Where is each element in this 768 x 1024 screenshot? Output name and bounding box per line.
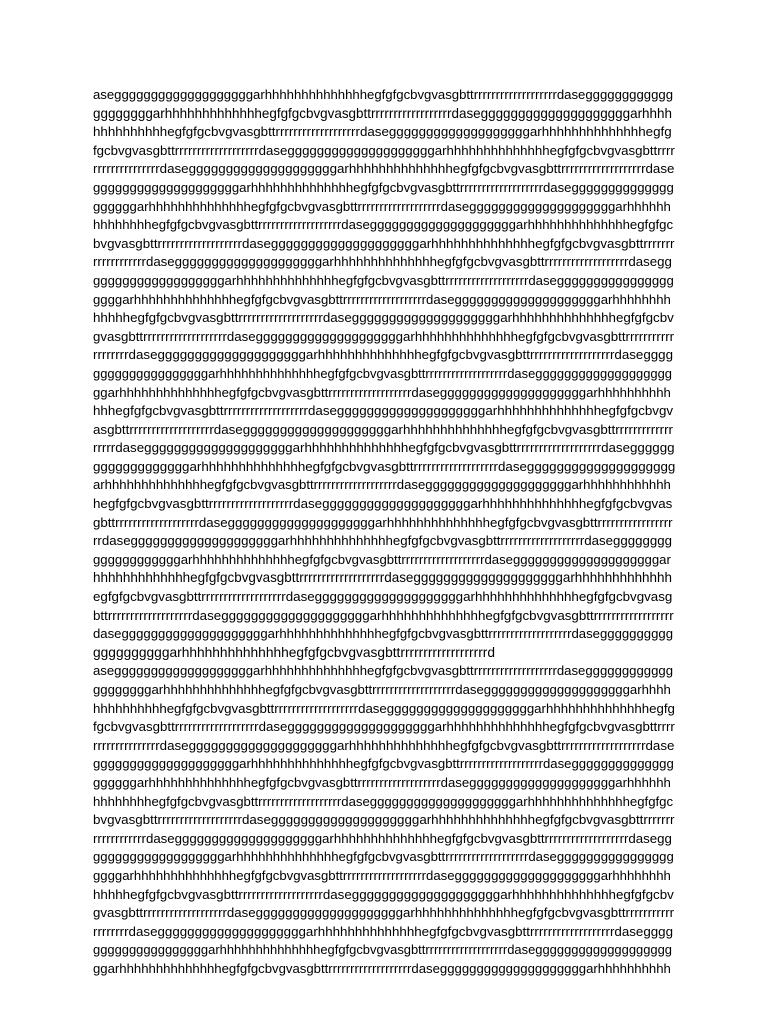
text-line: egfgfgcbvgvasgbttrrrrrrrrrrrrrrrrrrrdaseggggggggggggggggggggarhhhhhhhhhhhhhhegfgfgcbvgvasg: [93, 589, 673, 605]
text-line: fgcbvgvasgbttrrrrrrrrrrrrrrrrrrrdaseggggggggggggggggggggarhhhhhhhhhhhhhhegfgfgcbvgvasgbttrrrr: [93, 142, 675, 158]
text-line: ggggggggarhhhhhhhhhhhhhegfgfgcbvgvasgbttrrrrrrrrrrrrrrrrrrdaseggggggggggggggggggggarhhhh: [93, 105, 672, 121]
text-line: bttrrrrrrrrrrrrrrrrrrrdaseggggggggggggggggggggarhhhhhhhhhhhhhhegfgfgcbvgvasgbttrrrrrrrrrrrrrrrrrr: [93, 607, 674, 623]
text-line: hhhhhegfgfgcbvgvasgbttrrrrrrrrrrrrrrrrrrrdaseggggggggggggggggggggarhhhhhhhhhhhhhhegfgfgcbv: [93, 310, 674, 326]
text-line: bvgvasgbttrrrrrrrrrrrrrrrrrrrdaseggggggggggggggggggggarhhhhhhhhhhhhhhegfgfgcbvgvasgbttrrrrrrr: [93, 235, 675, 251]
text-line: hhhhhhhhhhhhhegfgfgcbvgvasgbttrrrrrrrrrrrrrrrrrrrdaseggggggggggggggggggggarhhhhhhhhhhhhh: [93, 570, 672, 586]
text-line: hhhhhhhhegfgfgcbvgvasgbttrrrrrrrrrrrrrrrrrrrdaseggggggggggggggggggggarhhhhhhhhhhhhhhegfgfgc: [93, 793, 674, 809]
text-line: rrrrrrrrrrrrrrrdaseggggggggggggggggggggarhhhhhhhhhhhhhhegfgfgcbvgvasgbttrrrrrrrrrrrrrrrrrrrdase: [93, 737, 675, 753]
text-line: ggggarhhhhhhhhhhhhhhegfgfgcbvgvasgbttrrrrrrrrrrrrrrrrrrrdaseggggggggggggggggggggarhhhhhhhh: [93, 291, 671, 307]
text-line: rrrrrrrrrrrrdaseggggggggggggggggggggarhhhhhhhhhhhhhhegfgfgcbvgvasgbttrrrrrrrrrrrrrrrrrrrdasegg: [93, 254, 672, 270]
text-line: hhhhhhhhhhegfgfgcbvgvasgbttrrrrrrrrrrrrrrrrrrrdasegggggggggggggggggggarhhhhhhhhhhhhhhegfg: [93, 124, 672, 140]
text-line: ggggggarhhhhhhhhhhhhhhegfgfgcbvgvasgbttrrrrrrrrrrrrrrrrrrrdaseggggggggggggggggggggarhhhhhh: [93, 774, 671, 790]
text-line: rrdaseggggggggggggggggggggarhhhhhhhhhhhhhhegfgfgcbvgvasgbttrrrrrrrrrrrrrrrrrrrdasegggggggg: [93, 533, 672, 549]
text-line: asegggggggggggggggggggarhhhhhhhhhhhhhhegfgfgcbvgvasgbttrrrrrrrrrrrrrrrrrrrdasegggggggggggg: [93, 87, 674, 102]
text-line: fgcbvgvasgbttrrrrrrrrrrrrrrrrrrrdaseggggggggggggggggggggarhhhhhhhhhhhhhhegfgfgcbvgvasgbttrrrr: [93, 719, 675, 735]
document-body-text: [93, 86, 675, 979]
text-line: hhhegfgfgcbvgvasgbttrrrrrrrrrrrrrrrrrrrdaseggggggggggggggggggggarhhhhhhhhhhhhhhegfgfgcbvgv: [93, 403, 674, 419]
text-line: bvgvasgbttrrrrrrrrrrrrrrrrrrrdaseggggggggggggggggggggarhhhhhhhhhhhhhhegfgfgcbvgvasgbttrrrrrrr: [93, 812, 675, 828]
text-line: asgbttrrrrrrrrrrrrrrrrrrrdaseggggggggggggggggggggarhhhhhhhhhhhhhhegfgfgcbvgvasgbttrrrrrrrrrrrrr: [93, 421, 673, 437]
text-line: ggggggggggggggggggggarhhhhhhhhhhhhhhegfgfgcbvgvasgbttrrrrrrrrrrrrrrrrrrrdasegggggggggggggg: [93, 756, 674, 772]
text-line: gggggggggggggarhhhhhhhhhhhhhhegfgfgcbvgvasgbttrrrrrrrrrrrrrrrrrrrdasegggggggggggggggggggg: [93, 458, 675, 474]
text-line: ggggarhhhhhhhhhhhhhhegfgfgcbvgvasgbttrrrrrrrrrrrrrrrrrrrdaseggggggggggggggggggggarhhhhhhhh: [93, 867, 671, 883]
text-line: ggggggggggarhhhhhhhhhhhhhhegfgfgcbvgvasgbttrrrrrrrrrrrrrrrrrrrd: [93, 644, 496, 660]
text-line: rrrrrdaseggggggggggggggggggggarhhhhhhhhhhhhhhegfgfgcbvgvasgbttrrrrrrrrrrrrrrrrrrrdasegggggg: [93, 440, 675, 456]
text-line: ggggggggggggggggarhhhhhhhhhhhhhhegfgfgcbvgvasgbttrrrrrrrrrrrrrrrrrrrdaseggggggggggggggggggg: [93, 942, 672, 958]
text-line: ggggggarhhhhhhhhhhhhhhegfgfgcbvgvasgbttrrrrrrrrrrrrrrrrrrrdaseggggggggggggggggggggarhhhhhh: [93, 198, 671, 214]
text-line: rrrrrrrrrrrrdaseggggggggggggggggggggarhhhhhhhhhhhhhhegfgfgcbvgvasgbttrrrrrrrrrrrrrrrrrrrdasegg: [93, 830, 672, 846]
text-line: hhhhhhhhhhegfgfgcbvgvasgbttrrrrrrrrrrrrrrrrrrrdaseggggggggggggggggggggarhhhhhhhhhhhhhhegfg: [93, 700, 675, 716]
text-line: daseggggggggggggggggggggarhhhhhhhhhhhhhhegfgfgcbvgvasgbttrrrrrrrrrrrrrrrrrrrdasegggggggggg: [93, 626, 674, 642]
text-line: ggggggggarhhhhhhhhhhhhhhegfgfgcbvgvasgbttrrrrrrrrrrrrrrrrrrrdaseggggggggggggggggggggarhhhh: [93, 682, 671, 697]
text-line: ggggggggggggggggarhhhhhhhhhhhhhhegfgfgcbvgvasgbttrrrrrrrrrrrrrrrrrrrdaseggggggggggggggggggg: [93, 365, 672, 381]
text-line: rrrrrrrrrrrrrrrdaseggggggggggggggggggggarhhhhhhhhhhhhhhegfgfgcbvgvasgbttrrrrrrrrrrrrrrrrrrrdase: [93, 161, 675, 177]
text-line: hhhhhhhhegfgfgcbvgvasgbttrrrrrrrrrrrrrrrrrrrdaseggggggggggggggggggggarhhhhhhhhhhhhhhegfgfgc: [93, 217, 674, 233]
text-line: hhhhhegfgfgcbvgvasgbttrrrrrrrrrrrrrrrrrrrdaseggggggggggggggggggggarhhhhhhhhhhhhhhegfgfgcbv: [93, 886, 674, 902]
text-line: ggarhhhhhhhhhhhhhhegfgfgcbvgvasgbttrrrrrrrrrrrrrrrrrrrdaseggggggggggggggggggggarhhhhhhhhhh: [93, 960, 671, 976]
text-line: rrrrrrrrdaseggggggggggggggggggggarhhhhhhhhhhhhhhegfgfgcbvgvasgbttrrrrrrrrrrrrrrrrrrrdasegggg: [93, 923, 674, 939]
paragraph: [93, 662, 675, 978]
text-line: ggarhhhhhhhhhhhhhhegfgfgcbvgvasgbttrrrrrrrrrrrrrrrrrrrdaseggggggggggggggggggggarhhhhhhhhhh: [93, 384, 671, 400]
text-line: gvasgbttrrrrrrrrrrrrrrrrrrrdaseggggggggggggggggggggarhhhhhhhhhhhhhhegfgfgcbvgvasgbttrrrrrrrrrrr: [93, 328, 675, 344]
text-line: rrrrrrrrdaseggggggggggggggggggggarhhhhhhhhhhhhhhegfgfgcbvgvasgbttrrrrrrrrrrrrrrrrrrrdasegggg: [93, 347, 674, 363]
text-line: gbttrrrrrrrrrrrrrrrrrrrdaseggggggggggggggggggggarhhhhhhhhhhhhhhegfgfgcbvgvasgbttrrrrrrrrrrrrrrrrr: [93, 514, 673, 530]
text-line: ggggggggggggggggggarhhhhhhhhhhhhhhegfgfgcbvgvasgbttrrrrrrrrrrrrrrrrrrrdasegggggggggggggggg: [93, 272, 674, 288]
text-line: asegggggggggggggggggggarhhhhhhhhhhhhhhegfgfgcbvgvasgbttrrrrrrrrrrrrrrrrrrrdasegggggggggggg: [93, 663, 674, 679]
text-line: hegfgfgcbvgvasgbttrrrrrrrrrrrrrrrrrrrdaseggggggggggggggggggggarhhhhhhhhhhhhhhegfgfgcbvgvas: [93, 496, 673, 512]
text-line: arhhhhhhhhhhhhhhegfgfgcbvgvasgbttrrrrrrrrrrrrrrrrrrrdaseggggggggggggggggggggarhhhhhhhhhhhh: [93, 477, 671, 493]
text-line: ggggggggggggarhhhhhhhhhhhhhhegfgfgcbvgvasgbttrrrrrrrrrrrrrrrrrrrdaseggggggggggggggggggggar: [93, 551, 671, 567]
paragraph: [93, 86, 675, 662]
text-line: ggggggggggggggggggggarhhhhhhhhhhhhhhegfgfgcbvgvasgbttrrrrrrrrrrrrrrrrrrrdasegggggggggggggg: [93, 179, 674, 195]
text-line: ggggggggggggggggggarhhhhhhhhhhhhhhegfgfgcbvgvasgbttrrrrrrrrrrrrrrrrrrrdasegggggggggggggggg: [93, 849, 674, 865]
text-line: gvasgbttrrrrrrrrrrrrrrrrrrrdaseggggggggggggggggggggarhhhhhhhhhhhhhhegfgfgcbvgvasgbttrrrrrrrrrrr: [93, 905, 675, 921]
